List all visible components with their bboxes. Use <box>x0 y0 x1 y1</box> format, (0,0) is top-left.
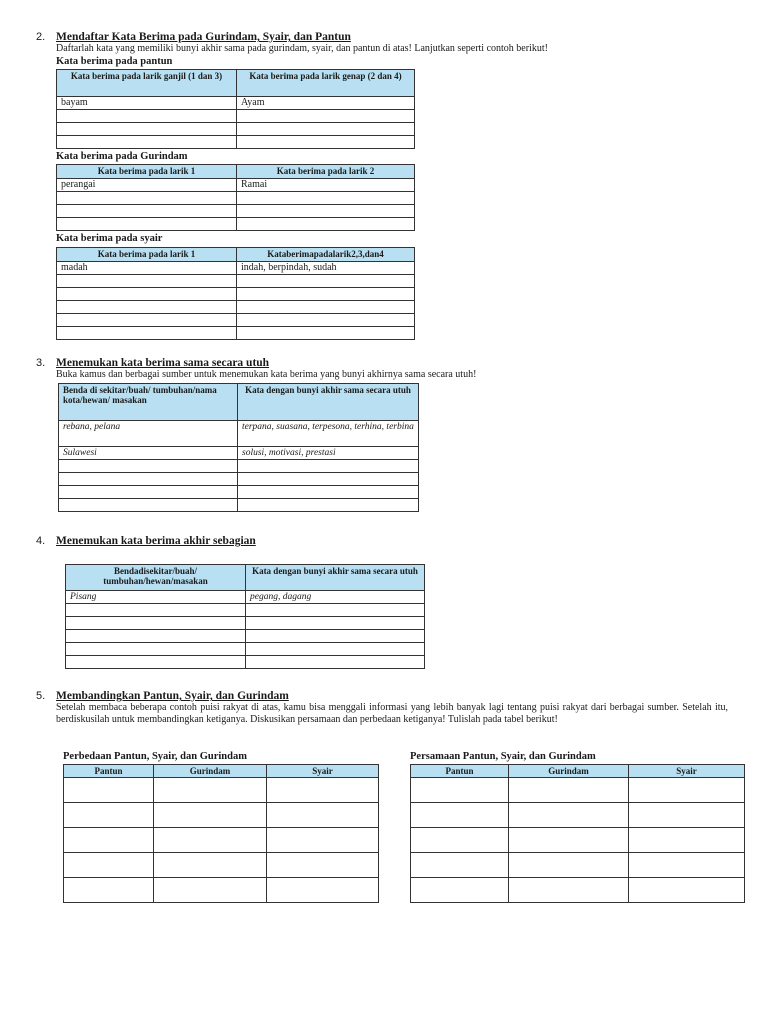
table-cell[interactable] <box>64 778 154 803</box>
table-cell[interactable] <box>246 643 425 656</box>
full-rhyme-table <box>58 383 419 512</box>
table-cell[interactable] <box>411 853 509 878</box>
table-row <box>57 301 415 314</box>
table-cell[interactable] <box>57 288 237 301</box>
table-cell[interactable] <box>64 803 154 828</box>
table-row <box>59 486 419 499</box>
section-3 <box>36 357 476 381</box>
table-cell[interactable] <box>66 604 246 617</box>
section-number: 4. <box>36 535 46 547</box>
table-cell[interactable] <box>57 275 237 288</box>
table-row <box>64 878 379 903</box>
table-cell[interactable] <box>237 110 415 123</box>
gurindam-rhyme-table <box>56 164 415 231</box>
table-row <box>66 591 425 604</box>
column-header: Syair <box>267 765 379 778</box>
table-cell[interactable] <box>59 499 238 512</box>
table-row <box>57 110 415 123</box>
table-cell[interactable] <box>66 617 246 630</box>
table-cell[interactable] <box>154 778 267 803</box>
table-cell[interactable] <box>246 604 425 617</box>
table-row <box>64 778 379 803</box>
table-row <box>57 288 415 301</box>
table-cell[interactable] <box>237 288 415 301</box>
table-cell[interactable]: pegang, dagang <box>246 591 425 604</box>
table-cell[interactable] <box>509 878 629 903</box>
section-5-instructions: Setelah membaca beberapa contoh puisi rakyat di atas, kamu bisa menggali informasi yang lebih banyak lagi tentang puisi rakyat dari berbagai sumber. Setelah itu, berdiskusilah untuk membandingkan ketiganya. Diskusikan persamaan dan perbedaan ketiganya! Tulislah pada tabel berikut! <box>56 702 728 725</box>
table-row <box>66 617 425 630</box>
section-2 <box>36 31 548 55</box>
table-cell[interactable] <box>57 123 237 136</box>
table-header-row <box>57 70 415 97</box>
table-cell[interactable] <box>154 853 267 878</box>
section-number: 3. <box>36 357 46 369</box>
table-cell[interactable] <box>246 656 425 669</box>
table-row <box>411 853 745 878</box>
table-cell[interactable]: perangai <box>57 179 237 192</box>
table-header-row <box>64 765 379 778</box>
table-cell[interactable] <box>237 301 415 314</box>
table-cell[interactable] <box>66 643 246 656</box>
column-header: Benda di sekitar/buah/ tumbuhan/nama kota/hewan/ masakan <box>59 384 238 421</box>
table-cell[interactable] <box>238 460 419 473</box>
table-cell[interactable] <box>57 301 237 314</box>
table-cell[interactable] <box>57 205 237 218</box>
table-cell[interactable] <box>237 136 415 149</box>
table-cell[interactable] <box>57 327 237 340</box>
table-cell[interactable] <box>411 778 509 803</box>
column-header: Bendadisekitar/buah/ tumbuhan/hewan/masakan <box>66 565 246 591</box>
table-cell[interactable] <box>237 192 415 205</box>
section-5-heading <box>36 690 728 702</box>
table-cell[interactable] <box>57 136 237 149</box>
column-header: Kata berima pada larik 1 <box>57 165 237 179</box>
section-5 <box>36 690 728 726</box>
table-cell[interactable] <box>629 803 745 828</box>
table-cell[interactable] <box>629 828 745 853</box>
table-cell[interactable] <box>237 123 415 136</box>
table-cell[interactable] <box>237 205 415 218</box>
table-cell[interactable] <box>411 828 509 853</box>
table-cell[interactable] <box>238 499 419 512</box>
table-cell[interactable] <box>154 803 267 828</box>
table-cell[interactable] <box>509 853 629 878</box>
table-row <box>66 656 425 669</box>
column-header: Kata dengan bunyi akhir sama secara utuh <box>238 384 419 421</box>
table-row <box>66 630 425 643</box>
table-row <box>57 262 415 275</box>
column-header: Pantun <box>411 765 509 778</box>
table-cell[interactable]: terpana, suasana, terpesona, terhina, terbina <box>238 421 419 447</box>
table-row <box>57 123 415 136</box>
column-header: Kata berima pada larik 1 <box>57 248 237 262</box>
section-3-instructions: Buka kamus dan berbagai sumber untuk menemukan kata berima yang bunyi akhirnya sama secara utuh! <box>56 369 477 380</box>
table-cell[interactable] <box>509 828 629 853</box>
section-2-instructions: Daftarlah kata yang memiliki bunyi akhir sama pada gurindam, syair, dan pantun di atas! Lanjutkan seperti contoh berikut! <box>56 43 548 54</box>
column-header: Gurindam <box>154 765 267 778</box>
table-row <box>64 803 379 828</box>
table-cell[interactable]: solusi, motivasi, prestasi <box>238 447 419 460</box>
table-cell[interactable] <box>246 617 425 630</box>
table-row <box>59 447 419 460</box>
column-header: Pantun <box>64 765 154 778</box>
table-cell[interactable] <box>59 486 238 499</box>
table-cell[interactable] <box>237 218 415 231</box>
table-cell[interactable] <box>411 878 509 903</box>
section-number: 5. <box>36 690 46 702</box>
table-cell[interactable] <box>154 878 267 903</box>
table-cell[interactable] <box>59 473 238 486</box>
section-title: Mendaftar Kata Berima pada Gurindam, Syair, dan Pantun <box>56 31 351 43</box>
table-cell[interactable]: rebana, pelana <box>59 421 238 447</box>
column-header: Kata berima pada larik ganjil (1 dan 3) <box>57 70 237 97</box>
table-header-row <box>57 165 415 179</box>
table-cell[interactable] <box>267 803 379 828</box>
table-cell[interactable] <box>237 314 415 327</box>
table-cell[interactable] <box>59 460 238 473</box>
pantun-table-caption: Kata berima pada pantun <box>56 56 173 67</box>
syair-rhyme-table <box>56 247 415 340</box>
column-header: Kata berima pada larik 2 <box>237 165 415 179</box>
table-row <box>59 460 419 473</box>
table-header-row <box>59 384 419 421</box>
table-row <box>411 828 745 853</box>
section-number: 2. <box>36 31 46 43</box>
table-cell[interactable] <box>238 473 419 486</box>
table-cell[interactable]: Ramai <box>237 179 415 192</box>
table-row <box>57 314 415 327</box>
table-row <box>411 803 745 828</box>
table-row <box>64 853 379 878</box>
table-cell[interactable] <box>267 828 379 853</box>
column-header: Gurindam <box>509 765 629 778</box>
table-row <box>57 179 415 192</box>
table-row <box>59 473 419 486</box>
table-cell[interactable] <box>66 656 246 669</box>
table-row <box>57 327 415 340</box>
table-cell[interactable] <box>237 275 415 288</box>
table-row <box>59 499 419 512</box>
table-row <box>57 97 415 110</box>
table-cell[interactable] <box>509 778 629 803</box>
table-cell[interactable] <box>246 630 425 643</box>
table-cell[interactable] <box>57 218 237 231</box>
table-cell[interactable] <box>57 110 237 123</box>
table-cell[interactable]: Pisang <box>66 591 246 604</box>
section-4-heading <box>36 535 256 547</box>
table-row <box>66 643 425 656</box>
column-header: Kata dengan bunyi akhir sama secara utuh <box>246 565 425 591</box>
syair-table-caption: Kata berima pada syair <box>56 233 163 244</box>
partial-rhyme-table <box>65 564 425 669</box>
column-header: Kataberimapadalarik2,3,dan4 <box>237 248 415 262</box>
section-3-heading <box>36 357 476 369</box>
table-row <box>57 218 415 231</box>
table-cell[interactable] <box>57 192 237 205</box>
table-row <box>59 421 419 447</box>
table-cell[interactable] <box>64 878 154 903</box>
table-row <box>57 205 415 218</box>
table-header-row <box>66 565 425 591</box>
table-cell[interactable] <box>64 853 154 878</box>
table-cell[interactable]: madah <box>57 262 237 275</box>
table-cell[interactable] <box>267 778 379 803</box>
perbedaan-table <box>63 764 379 903</box>
persamaan-table-caption: Persamaan Pantun, Syair, dan Gurindam <box>410 751 596 762</box>
table-cell[interactable] <box>64 828 154 853</box>
table-cell[interactable]: Ayam <box>237 97 415 110</box>
pantun-rhyme-table <box>56 69 415 149</box>
table-cell[interactable] <box>57 314 237 327</box>
table-row <box>411 878 745 903</box>
section-title: Menemukan kata berima akhir sebagian <box>56 535 256 547</box>
table-row <box>57 192 415 205</box>
section-title: Menemukan kata berima sama secara utuh <box>56 357 270 369</box>
table-cell[interactable] <box>154 828 267 853</box>
table-header-row <box>411 765 745 778</box>
table-row <box>64 828 379 853</box>
section-2-heading <box>36 31 548 43</box>
column-header: Kata berima pada larik genap (2 dan 4) <box>237 70 415 97</box>
table-cell[interactable] <box>66 630 246 643</box>
persamaan-table <box>410 764 745 903</box>
table-cell[interactable] <box>237 327 415 340</box>
table-cell[interactable] <box>267 853 379 878</box>
table-cell[interactable]: bayam <box>57 97 237 110</box>
gurindam-table-caption: Kata berima pada Gurindam <box>56 151 188 162</box>
table-cell[interactable] <box>509 803 629 828</box>
table-header-row <box>57 248 415 262</box>
section-4 <box>36 535 256 547</box>
table-cell[interactable] <box>629 878 745 903</box>
table-cell[interactable] <box>238 486 419 499</box>
section-title: Membandingkan Pantun, Syair, dan Gurindam <box>56 690 289 702</box>
table-row <box>57 275 415 288</box>
table-cell[interactable] <box>629 853 745 878</box>
column-header: Syair <box>629 765 745 778</box>
table-row <box>411 778 745 803</box>
table-cell[interactable]: indah, berpindah, sudah <box>237 262 415 275</box>
perbedaan-table-caption: Perbedaan Pantun, Syair, dan Gurindam <box>63 751 247 762</box>
table-cell[interactable] <box>411 803 509 828</box>
table-cell[interactable] <box>267 878 379 903</box>
table-cell[interactable]: Sulawesi <box>59 447 238 460</box>
table-row <box>57 136 415 149</box>
table-row <box>66 604 425 617</box>
table-cell[interactable] <box>629 778 745 803</box>
